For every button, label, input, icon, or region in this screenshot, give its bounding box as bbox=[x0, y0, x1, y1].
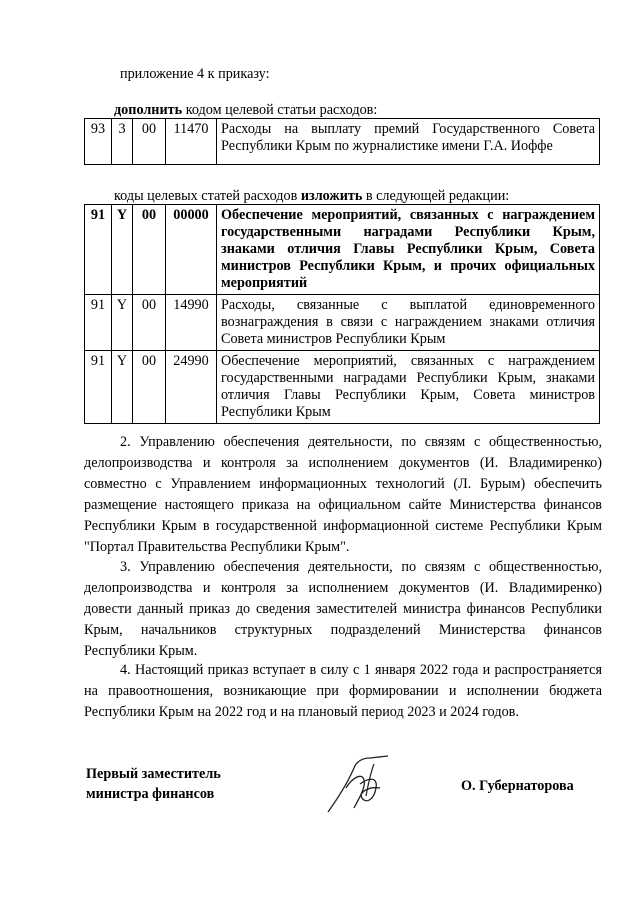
code-cell-1: 91 bbox=[85, 205, 112, 295]
replace-line bbox=[114, 188, 509, 205]
signer-position-line-2: министра финансов bbox=[86, 786, 215, 802]
code-cell-2: Y bbox=[112, 351, 133, 424]
description-cell: Обеспечение мероприятий, связанных с награждением государственными наградами Республики Крым, знаками отличия Главы Республики Крым, Совета министров Республики Крым, и прочих официальных мероприятий bbox=[217, 205, 600, 295]
supplement-bold-word: дополнить bbox=[114, 102, 183, 118]
description-cell: Обеспечение мероприятий, связанных с награждением государственными наградами Республики Крым, знаками отличия Главы Республики Крым, Совета министров Республики Крым bbox=[217, 351, 600, 424]
table-row bbox=[85, 295, 600, 351]
table-row bbox=[85, 205, 600, 295]
supplement-line bbox=[114, 102, 377, 119]
signer-position-line-1: Первый заместитель bbox=[86, 766, 221, 782]
replace-pre: коды целевых статей расходов bbox=[114, 188, 301, 204]
table-redaction bbox=[84, 204, 600, 424]
table-supplement bbox=[84, 118, 600, 165]
code-cell-4: 11470 bbox=[166, 119, 217, 165]
code-cell-2: 3 bbox=[112, 119, 133, 165]
code-cell-3: 00 bbox=[133, 295, 166, 351]
description-cell: Расходы на выплату премий Государственного Совета Республики Крым по журналистике имени Г.А. Иоффе bbox=[217, 119, 600, 165]
code-cell-4: 24990 bbox=[166, 351, 217, 424]
code-cell-1: 91 bbox=[85, 295, 112, 351]
intro-line: приложение 4 к приказу: bbox=[120, 66, 270, 82]
paragraph-2: 2. Управлению обеспечения деятельности, по связям с общественностью, делопроизводства и контроля за исполнением документов (И. Владимиренко) совместно с Управлением информационных технологий (Л. Бурым) обеспечить размещение настоящего приказа на официальном сайте Министерства финансов Республики Крым в государственной информационной системе Республики Крым "Портал Правительства Республики Крым". bbox=[84, 434, 602, 555]
code-cell-3: 00 bbox=[133, 119, 166, 165]
handwritten-signature-icon bbox=[318, 748, 398, 820]
code-cell-4: 14990 bbox=[166, 295, 217, 351]
code-cell-1: 93 bbox=[85, 119, 112, 165]
replace-bold-word: изложить bbox=[300, 188, 363, 204]
table-row bbox=[85, 119, 600, 165]
code-cell-2: Y bbox=[112, 295, 133, 351]
description-cell: Расходы, связанные с выплатой единовременного вознаграждения в связи с награждением знаками отличия Совета министров Республики Крым bbox=[217, 295, 600, 351]
code-cell-4: 00000 bbox=[166, 205, 217, 295]
replace-post: в следующей редакции: bbox=[362, 188, 510, 204]
signer-name: О. Губернаторова bbox=[461, 778, 574, 794]
code-cell-2: Y bbox=[112, 205, 133, 295]
paragraph-4: 4. Настоящий приказ вступает в силу с 1 января 2022 года и распространяется на правоотношения, возникающие при формировании и исполнении бюджета Республики Крым на 2022 год и на плановый период 2023 и 2024 годов. bbox=[84, 662, 602, 720]
supplement-rest: кодом целевой статьи расходов: bbox=[182, 102, 378, 118]
signer-position bbox=[86, 764, 221, 804]
code-cell-3: 00 bbox=[133, 205, 166, 295]
code-cell-1: 91 bbox=[85, 351, 112, 424]
paragraph-3: 3. Управлению обеспечения деятельности, по связям с общественностью, делопроизводства и контроля за исполнением документов (И. Владимиренко) довести данный приказ до сведения заместителей министра финансов Республики Крым, начальников структурных подразделений Министерства финансов Республики Крым. bbox=[84, 559, 602, 659]
table-row bbox=[85, 351, 600, 424]
code-cell-3: 00 bbox=[133, 351, 166, 424]
